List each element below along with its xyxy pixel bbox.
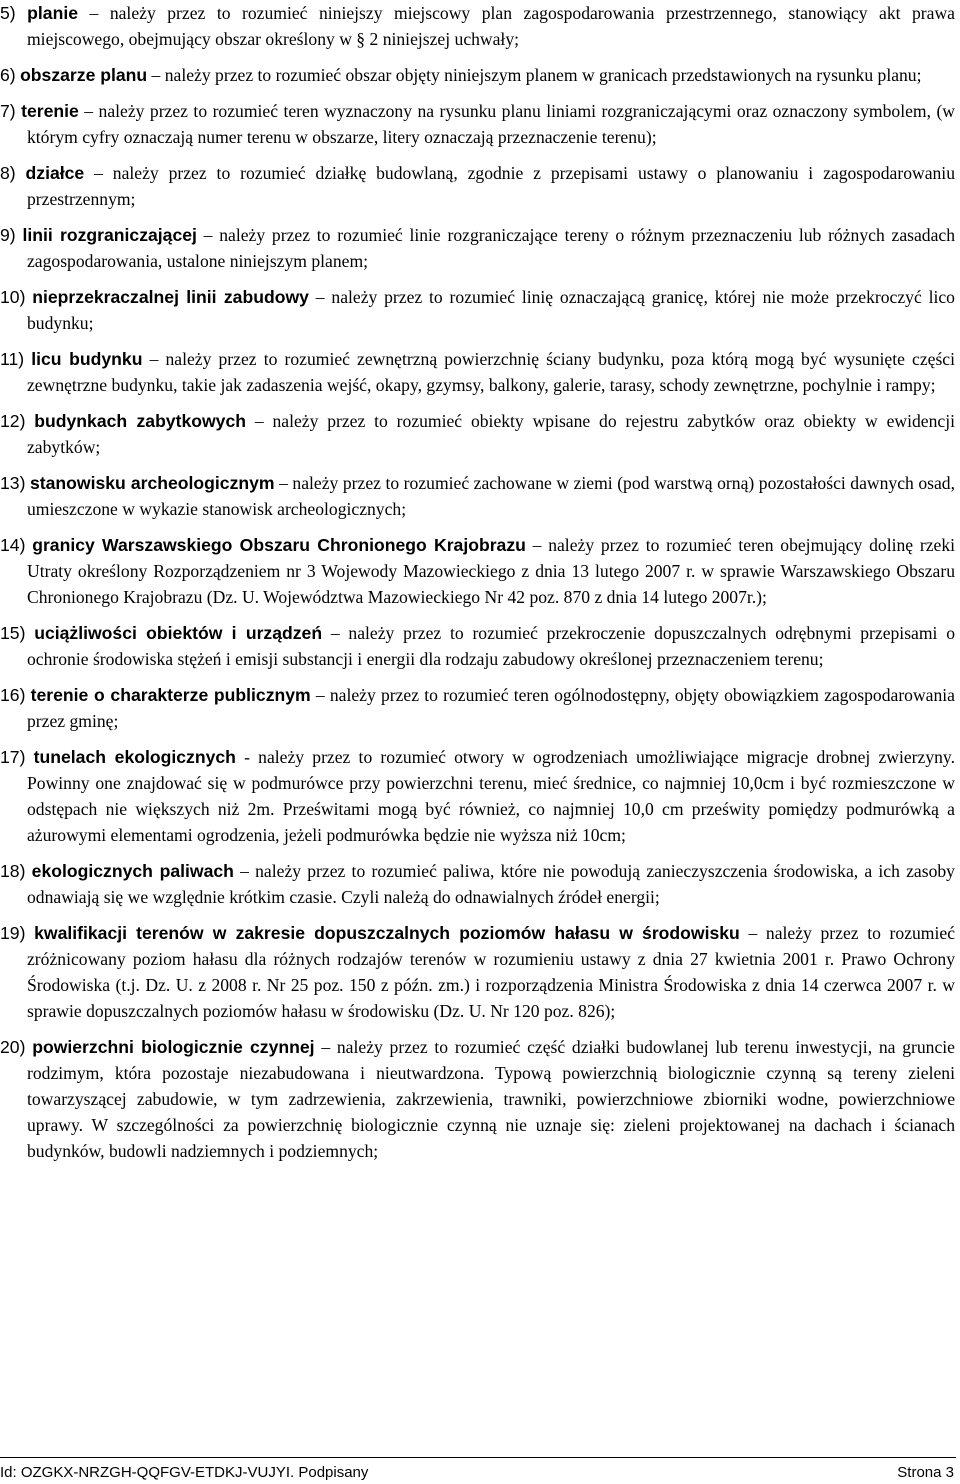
definition-text: – należy przez to rozumieć teren obejmujący dolinę rzeki Utraty określony Rozporządzeniem nr 3 Wojewody Mazowieckiego z dnia 13 lutego 2007 r. w sprawie Warszawskiego Obszaru Chronionego Krajobrazu (Dz. U. Województwa Mazowieckiego Nr 42 poz. 870 z dnia 14 lutego 2007r.); <box>27 535 956 607</box>
definition-number: 7) <box>0 101 16 121</box>
definition-number: 5) <box>0 3 16 23</box>
definition-item <box>0 284 955 336</box>
definition-term: działce <box>25 163 85 183</box>
definition-item <box>0 470 955 522</box>
definition-text: – należy przez to rozumieć obiekty wpisane do rejestru zabytków oraz obiekty w ewidencji zabytków; <box>27 411 955 457</box>
definition-number: 15) <box>0 623 26 643</box>
definition-number: 9) <box>0 225 16 245</box>
definition-text: – należy przez to rozumieć zachowane w ziemi (pod warstwą orną) pozostałości dawnych osad, umieszczone w wykazie stanowisk archeologicznych; <box>27 473 955 519</box>
definition-item <box>0 0 955 52</box>
page-footer <box>0 1462 954 1484</box>
definition-text: – należy przez to rozumieć niniejszy miejscowy plan zagospodarowania przestrzennego, stanowiący akt prawa miejscowego, obejmujący obszar określony w § 2 niniejszej uchwały; <box>27 3 955 49</box>
definition-term: tunelach ekologicznych <box>33 747 236 767</box>
definition-text: – należy przez to rozumieć teren ogólnodostępny, objęty obowiązkiem zagospodarowania przez gminę; <box>27 685 955 731</box>
definition-item <box>0 62 955 88</box>
definition-term: stanowisku archeologicznym <box>29 473 275 493</box>
definition-item <box>0 98 955 150</box>
definition-term: kwalifikacji terenów w zakresie dopuszczalnych poziomów hałasu w środowisku <box>34 923 740 943</box>
definition-item <box>0 920 955 1024</box>
definition-number: 17) <box>0 747 26 767</box>
definition-number: 10) <box>0 287 26 307</box>
definition-term: uciążliwości obiektów i urządzeń <box>34 623 323 643</box>
definition-text: - należy przez to rozumieć otwory w ogrodzeniach umożliwiające migracje drobnej zwierzyny. Powinny one znajdować się w podmurówce przy powierzchni terenu, mieć średnice, co najmniej 10,0cm i być rozmieszczone w odstępach nie większych niż 2m. Prześwitami mogą być również, co najmniej 10,0 cm prześwity pomiędzy podmurówką a ażurowymi elementami ogrodzenia, jeżeli podmurówka będzie nie wyższa niż 10cm; <box>27 747 955 845</box>
definition-text: – należy przez to rozumieć działkę budowlaną, zgodnie z przepisami ustawy o planowaniu i zagospodarowaniu przestrzennym; <box>27 163 955 209</box>
definition-number: 16) <box>0 685 26 705</box>
definition-term: nieprzekraczalnej linii zabudowy <box>32 287 309 307</box>
definition-term: powierzchni biologicznie czynnej <box>32 1037 315 1057</box>
definition-item <box>0 744 955 848</box>
definition-term: planie <box>27 3 79 23</box>
definition-item <box>0 408 955 460</box>
definition-item <box>0 1034 955 1164</box>
definition-item <box>0 532 955 610</box>
definition-term: granicy Warszawskiego Obszaru Chronionego Krajobrazu <box>32 535 526 555</box>
definition-number: 12) <box>0 411 26 431</box>
definition-item <box>0 858 955 910</box>
definition-text: – należy przez to rozumieć paliwa, które nie powodują zanieczyszczenia środowiska, a ich zasoby odnawiają się we względnie krótkim czasie. Czyli należą do odnawialnych źródeł energii; <box>27 861 955 907</box>
definition-text: – należy przez to rozumieć część działki budowlanej lub terenu inwestycji, na gruncie rodzimym, która pozostaje niezabudowana i nieutwardzona. Typową powierzchnią biologicznie czynną są tereny zieleni towarzyszącej zabudowie, w tym zadrzewienia, zakrzewienia, trawniki, powierzchniowe zbiorniki wodne, powierzchniowe uprawy. W szczególności za powierzchnię biologicznie czynną nie uznaje się: zieleni projektowanej na dachach i ścianach budynków, budowli nadziemnych i podziemnych; <box>27 1037 955 1161</box>
definition-term: ekologicznych paliwach <box>31 861 234 881</box>
definition-number: 18) <box>0 861 26 881</box>
definition-number: 14) <box>0 535 26 555</box>
footer-divider <box>0 1457 956 1458</box>
definition-text: – należy przez to rozumieć linię oznaczającą granicę, której nie może przekroczyć lico budynku; <box>27 287 955 333</box>
page-number: Strona 3 <box>897 1464 954 1481</box>
definition-number: 20) <box>0 1037 26 1057</box>
definition-text: – należy przez to rozumieć teren wyznaczony na rysunku planu liniami rozgraniczającymi oraz oznaczony symbolem, (w którym cyfry oznaczają numer terenu w obszarze, litery oznaczają przeznaczenie terenu); <box>27 101 956 147</box>
definition-number: 11) <box>0 349 25 369</box>
definition-item <box>0 620 955 672</box>
definition-number: 6) <box>0 65 16 85</box>
definition-text: – należy przez to rozumieć linie rozgraniczające tereny o różnym przeznaczeniu lub różnych zasadach zagospodarowania, ustalone niniejszym planem; <box>27 225 955 271</box>
definition-text: – należy przez to rozumieć zróżnicowany poziom hałasu dla różnych rodzajów terenów w rozumieniu ustawy z dnia 27 kwietnia 2001 r. Prawo Ochrony Środowiska (t.j. Dz. U. z 2008 r. Nr 25 poz. 150 z późn. zm.) i rozporządzenia Ministra Środowiska z dnia 14 czerwca 2007 r. w sprawie dopuszczalnych poziomów hałasu w środowisku (Dz. U. Nr 120 poz. 826); <box>27 923 955 1021</box>
document-id-signature: Id: OZGKX-NRZGH-QQFGV-ETDKJ-VUJYI. Podpisany <box>0 1464 369 1481</box>
definition-text: – należy przez to rozumieć zewnętrzną powierzchnię ściany budynku, poza którą mogą być wysunięte części zewnętrzne budynku, takie jak zadaszenia wejść, okapy, gzymsy, balkony, galerie, tarasy, schody zewnętrzne, pochylnie i rampy; <box>27 349 955 395</box>
definition-term: budynkach zabytkowych <box>34 411 246 431</box>
definition-item <box>0 682 955 734</box>
definition-term: terenie o charakterze publicznym <box>30 685 311 705</box>
definition-term: licu budynku <box>31 349 143 369</box>
definition-text: – należy przez to rozumieć obszar objęty niniejszym planem w granicach przedstawionych na rysunku planu; <box>147 65 922 85</box>
definition-number: 8) <box>0 163 16 183</box>
definition-term: linii rozgraniczającej <box>22 225 197 245</box>
definition-number: 19) <box>0 923 26 943</box>
definition-term: obszarze planu <box>20 65 148 85</box>
definition-item <box>0 160 955 212</box>
definition-item <box>0 222 955 274</box>
definition-number: 13) <box>0 473 26 493</box>
definition-item <box>0 346 955 398</box>
definition-text: – należy przez to rozumieć przekroczenie dopuszczalnych odrębnymi przepisami o ochronie środowiska stężeń i emisji substancji i energii dla rodzaju zabudowy określonej przeznaczeniem terenu; <box>27 623 955 669</box>
definition-term: terenie <box>21 101 79 121</box>
